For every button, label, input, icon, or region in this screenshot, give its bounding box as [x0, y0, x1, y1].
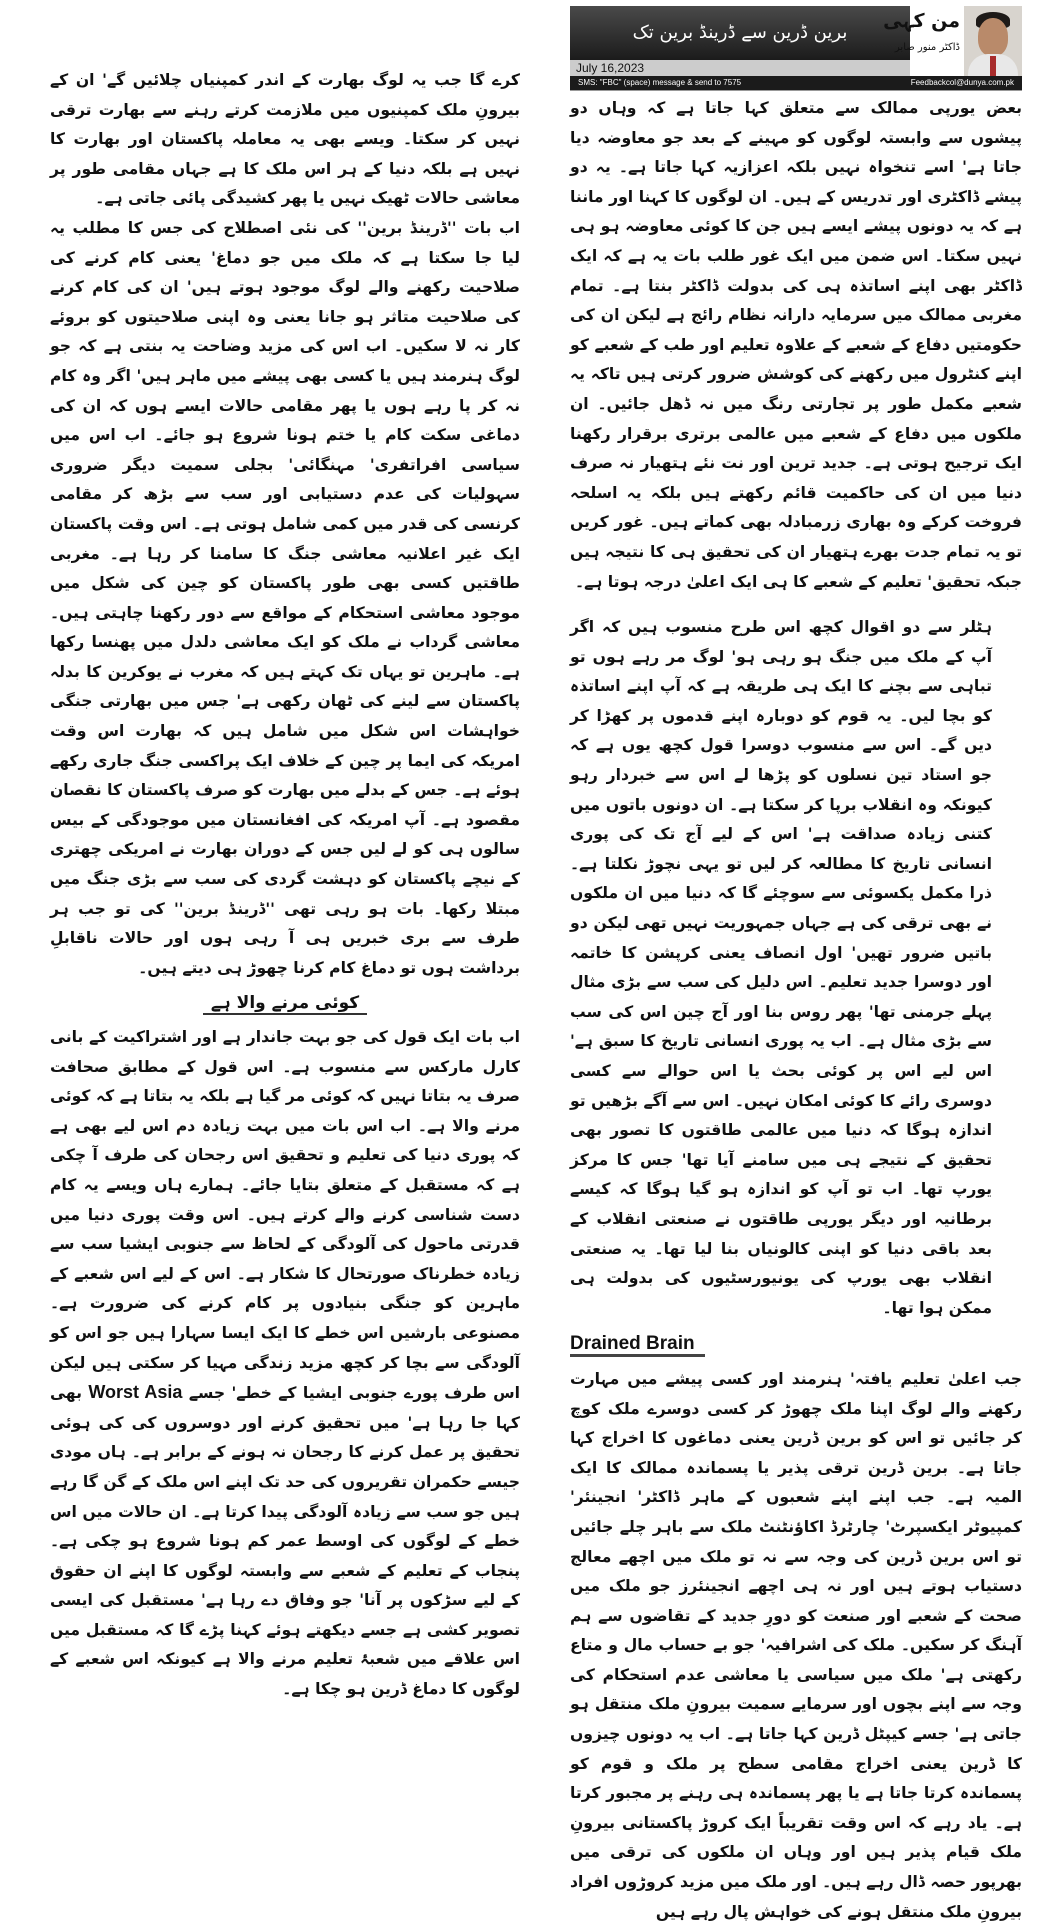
paragraph: جب اعلیٰ تعلیم یافتہ' ہنرمند اور کسی پیشے میں مہارت رکھنے والے لوگ اپنا ملک چھوڑ کر کسی دوسرے ملک کوچ کر جائیں تو اس کو برین ڈرین یعنی دماغوں کا اخراج کہا جاتا ہے۔ برین ڈرین ترقی پذیر یا پسماندہ ممالک کا ایک المیہ ہے۔ جب اپنے اپنے شعبوں کے ماہر ڈاکٹر' انجینئر' کمپیوٹر ایکسپرٹ' چارٹرڈ اکاؤنٹنٹ ملک سے باہر چلے جائیں تو اس برین ڈرین کی وجہ سے نہ تو ملک میں اچھے معالج دستیاب ہوتے ہیں اور نہ ہی اچھے انجینئرز جو ملک میں صحت کے شعبے اور صنعت کو دورِ جدید کے تقاضوں سے ہم آہنگ کر سکیں۔ ملک کی اشرافیہ' جو بے حساب مال و متاع رکھتی ہے' ملک میں سیاسی یا معاشی عدم استحکام کی وجہ سے اپنے بچوں اور سرمایے سمیت بیرونِ ملک منتقل ہو جاتی ہے' جسے کیپٹل ڈرین کہا جاتا ہے۔ اب یہ دونوں چیزوں کا ڈرین یعنی اخراج مقامی سطح پر ملک و قوم کو پسماندہ کرتا جاتا ہے یا پھر پسماندہ ہی رہنے پر مجبور کرتا ہے۔ یاد رہے کہ اس وقت تقریباً ایک کروڑ پاکستانی بیرونِ ملک قیام پذیر ہیں اور وہاں ان ملکوں کی ترقی میں بھرپور حصہ ڈال رہے ہیں۔ اور ملک میں مزید کروڑوں افراد بیرونِ ملک منتقل ہونے کی خواہش پال رہے ہیں: [570, 1369, 1022, 1921]
column-title-banner: [570, 6, 910, 60]
paragraph: کرے گا جب یہ لوگ بھارت کے اندر کمپنیاں چلائیں گے' ان کے بیرونِ ملک کمپنیوں میں ملازمت کرتے رہنے سے بھارت ترقی نہیں کر سکتا۔ ویسے بھی یہ معاملہ پاکستان اور بھارت کا نہیں ہے بلکہ دنیا کے ہر اس ملک کا ہے جہاں مقامی طور پر معاشی حالات ٹھیک نہیں یا پھر کشیدگی پائی جاتی ہے۔: [50, 71, 520, 208]
column-name: من کہی: [883, 10, 960, 32]
paragraph: اب بات ''ڈرینڈ برین'' کی نئی اصطلاح کی جس کا مطلب یہ لیا جا سکتا ہے کہ ملک میں جو دماغ' یعنی کام کرنے کی صلاحیت رکھنے والے لوگ موجود ہوتے ہیں' ان کی کام کرنے کی صلاحیت متاثر ہو جانا یعنی وہ اپنی صلاحیتوں کو بروئے کار نہ لا سکیں۔ اب اس کی مزید وضاحت یہ بنتی ہے کہ جو لوگ ہنرمند ہیں یا کسی بھی پیشے میں ماہر ہیں' اگر وہ کام نہ کر پا رہے ہوں یا پھر مقامی حالات ایسے ہوں کہ ان کی دماغی سکت کام یا ختم ہونا شروع ہو جائے۔ اب اس میں سیاسی افراتفری' مہنگائی' بجلی سمیت دیگر ضروری سہولیات کی عدم دستیابی اور سب سے بڑھ کر مقامی کرنسی کی قدر میں کمی شامل ہوتی ہے۔ اس وقت پاکستان ایک غیر اعلانیہ معاشی جنگ کا سامنا کر رہا ہے۔ مغربی طاقتیں کسی بھی طور پاکستان کو چین کی شکل میں موجود معاشی استحکام کے مواقع سے دور رکھنا چاہتی ہیں۔ معاشی گرداب نے ملک کو ایک معاشی دلدل میں پھنسا رکھا ہے۔ ماہرین تو یہاں تک کہتے ہیں کہ مغرب نے یوکرین کا بدلہ پاکستان سے لینے کی ٹھان رکھی ہے' جس میں بھارتی جنگی خواہشات اس شکل میں شامل ہیں کہ بھارت اس وقت امریکہ کی ایما پر چین کے خلاف ایک پراکسی جنگ جاری رکھے ہوئے ہے۔ جس کے بدلے میں بھارت کو صرف پاکستان کا نقصان مقصود ہے۔ آپ امریکہ کی افغانستان میں موجودگی کے بیس سالوں ہی کو لے لیں جس کے دوران بھارت نے امریکی چھتری کے نیچے پاکستان کو دہشت گردی کی سب سے بڑی جنگ میں مبتلا رکھا۔ بات ہو رہی تھی ''ڈرینڈ برین'' کی تو جب ہر طرف سے بری خبریں ہی آ رہی ہوں اور حالات ناقابلِ برداشت ہوں تو دماغ کام کرنا چھوڑ ہی دیتے ہیں۔: [50, 218, 520, 977]
section-subheading: [50, 989, 520, 1019]
right-column: [570, 94, 1022, 1927]
photo-tie: [990, 56, 996, 76]
column-title: برین ڈرین سے ڈرینڈ برین تک: [632, 22, 848, 43]
worst-asia-term: Worst Asia: [88, 1382, 183, 1403]
paragraph-text: بھی کہا جا رہا ہے' میں تحقیق کرنے اور دوسروں کی کی ہوئی تحقیق پر عمل کرنے کا رجحان نہ ہونے کے برابر ہے۔ ہاں مودی جیسے حکمران تقریروں کی حد تک اپنے اس ملک کے گن گا رہے ہیں جو سب سے زیادہ آلودگی پیدا کرتا ہے۔ ان حالات میں اس خطے کے لوگوں کی اوسط عمر کم ہونا شروع ہو چکی ہے۔ پنجاب کے تعلیم کے شعبے سے وابستہ لوگوں کا اپنے ان حقوق کے لیے سڑکوں پر آنا' جو وفاق دے رہا ہے' مستقبل کی ایسی تصویر کشی ہے جسے دیکھتے ہوئے کہنا پڑے گا کہ مستقبل میں اس علاقے میں شعبۂ تعلیم مرنے والا ہے کیونکہ اس شعبے کے لوگوں کا دماغ ڈرین ہو چکا ہے۔: [50, 1384, 520, 1699]
contact-bar: [570, 76, 1022, 90]
paragraph-text: اب بات ایک قول کی جو بہت جاندار ہے اور اشتراکیت کے بانی کارل مارکس سے منسوب ہے۔ اس قول کے مطابق صحافت صرف یہ بتاتا نہیں کہ کوئی مر گیا ہے بلکہ یہ بتاتا ہے کہ کوئی مرنے والا ہے۔ اب اس بات میں بہت زیادہ دم اس لیے بھی ہے کہ پوری دنیا کی تعلیم و تحقیق اس رجحان کی طرف آ چکی ہے کہ مستقبل کے متعلق بتایا جائے۔ ہمارے ہاں ویسے یہ کام دست شناسی کرنے والے کرتے ہیں۔ اس وقت پوری دنیا میں قدرتی ماحول کی آلودگی کے لحاظ سے جنوبی ایشیا سب سے زیادہ خطرناک صورتحال کا شکار ہے۔ اس کے لیے اس شعبے کے ماہرین کو جنگی بنیادوں پر کام کرنے کی ضرورت ہے۔ مصنوعی بارشیں اس خطے کا ایک ایسا سہارا ہیں جو اس کو آلودگی سے بچا کر کچھ مزید زندگی مہیا کر سکتی ہیں لیکن اس طرف پورے جنوبی ایشیا کے خطے' جسے: [50, 1028, 521, 1403]
feedback-email: Feedbackcol@dunya.com.pk: [910, 78, 1014, 87]
photo-face: [978, 18, 1008, 56]
paragraph: ہٹلر سے دو اقوال کچھ اس طرح منسوب ہیں کہ اگر آپ کے ملک میں جنگ ہو رہی ہو' لوگ مر رہے ہوں تو تباہی سے بچنے کا ایک ہی طریقہ ہے کہ آپ اپنے اساتذہ کو بچا لیں۔ یہ قوم کو دوبارہ اپنے قدموں پر کھڑا کر دیں گے۔ اس سے منسوب دوسرا قول کچھ یوں ہے کہ جو استاد تین نسلوں کو پڑھا لے اس سے خبردار رہو کیونکہ وہ انقلاب برپا کر سکتا ہے۔ ان دونوں باتوں میں کتنی زیادہ صداقت ہے' اس کے لیے آج تک کی پوری انسانی تاریخ کا مطالعہ کر لیں تو یہی نچوڑ نکلتا ہے۔ ذرا مکمل یکسوئی سے سوچئے گا کہ دنیا میں ان ملکوں نے بھی ترقی کی ہے جہاں جمہوریت نہیں تھی لیکن دو باتیں ضرور تھیں' اول انصاف یعنی کرپشن کا خاتمہ اور دوسرا جدید تعلیم۔ اس دلیل کی سب سے بڑی مثال پہلے جرمنی تھا' پھر روس بنا اور آج چین اس کی سب سے بڑی مثال ہے۔ اب یہ پوری انسانی تاریخ کا سبق ہے' اس لیے اس پر کوئی بحث یا اس حوالے سے کسی دوسری رائے کا کوئی امکان نہیں۔ اس سے آگے بڑھیں تو اندازہ ہوگا کہ دنیا میں عالمی طاقتوں کا تصور بھی تحقیق کے نتیجے ہی میں سامنے آیا تھا' جس کا مرکز یورپ تھا۔ اب تو آپ کو اندازہ ہو گیا ہوگا کہ کیسے برطانیہ اور دیگر یورپی طاقتوں نے صنعتی انقلاب کے بعد باقی دنیا کو اپنی کالونیاں بنا لیا تھا۔ یہ صنعتی انقلاب بھی یورپ کی یونیورسٹیوں کی بدولت ہی ممکن ہوا تھا۔: [570, 618, 992, 1317]
subheading-text: کوئی مرنے والا ہے: [203, 993, 367, 1015]
paragraph: بعض یورپی ممالک سے متعلق کہا جاتا ہے کہ وہاں دو پیشوں سے وابستہ لوگوں کو مہینے کے بعد جو معاوضہ دیا جاتا ہے' اسے تنخواہ نہیں بلکہ اعزازیہ کہا جاتا ہے۔ یہ دو پیشے ڈاکٹری اور تدریس کے ہیں۔ ان لوگوں کا کہنا اور ماننا ہے کہ یہ دونوں پیشے ایسے ہیں جن کا کوئی معاوضہ ہو ہی نہیں سکتا۔ اس ضمن میں ایک غور طلب بات یہ ہے کہ ایک ڈاکٹر بھی اپنے اساتذہ ہی کی بدولت ڈاکٹر بنتا ہے۔ تمام مغربی ممالک میں سرمایہ دارانہ نظام رائج ہے لیکن ان کی حکومتیں دفاع کے شعبے کے علاوہ تعلیم اور طب کے شعبے کو اپنے کنٹرول میں رکھنے کی کوشش ضرور کرتی ہیں تاکہ یہ شعبے مکمل طور پر تجارتی رنگ میں نہ ڈھل جائیں۔ ان ملکوں میں دفاع کے شعبے میں عالمی برتری برقرار رکھنا ایک ترجیح ہوتی ہے۔ جدید ترین اور نت نئے ہتھیار نہ صرف دنیا میں ان کی حاکمیت قائم رکھتے ہیں بلکہ یہ اسلحہ فروخت کرکے وہ بھاری زرمبادلہ بھی کماتے ہیں۔ غور کریں تو یہ تمام جدت بھرے ہتھیار ان کی تحقیق ہی کا نتیجہ ہیں جبکہ تحقیق' تعلیم کے شعبے کا ہی ایک اعلیٰ درجہ ہوتا ہے۔: [570, 99, 1022, 591]
author-photo: [964, 6, 1022, 76]
publish-date: July 16,2023: [576, 61, 645, 75]
author-name: ڈاکٹر منور صابر: [894, 42, 960, 53]
sms-line: SMS: "FBC" (space) message & send to 7575: [578, 78, 742, 87]
column-header: [570, 6, 1022, 91]
section-heading-english: [570, 1329, 1022, 1359]
paragraph: [50, 1023, 520, 1705]
date-bar: [570, 60, 910, 76]
drained-brain-heading: Drained Brain: [570, 1333, 705, 1357]
left-column: [50, 66, 520, 1705]
